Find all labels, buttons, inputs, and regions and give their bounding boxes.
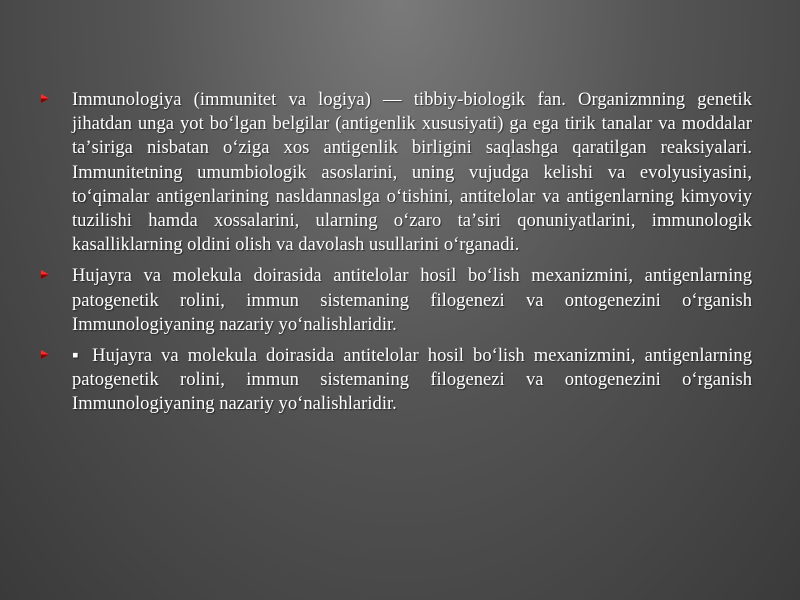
- bullet-item: [38, 344, 752, 417]
- bullet-text: Hujayra va molekula doirasida antitelolar hosil boʻlish mexanizmini, antigenlarning patogenetik rolini, immun sistemaning filogenezi va ontogenezini oʻrganish Immunologiyaning nazariy yoʻnalishlaridir.: [72, 265, 752, 335]
- red-triangle-bullet-icon: [40, 350, 49, 359]
- bullet-item: [38, 88, 752, 257]
- red-triangle-bullet-icon: [40, 270, 49, 279]
- bullet-text: Immunologiya (immunitet va logiya) — tibbiy-biologik fan. Organizmning genetik jihatdan unga yot boʻlgan belgilar (antigenlik xususiyati) ga ega tirik tanalar va moddalar taʼsiriga nisbatan oʻziga xos antigenlik birligini saqlashga qaratilgan reaksiyalari. Immunitetning umumbiologik asoslarini, uning vujudga kelishi va evolyusiyasini, toʻqimalar antigenlarining nasldannaslga oʻtishini, antitelolar va antigenlarning kimyoviy tuzilishi hamda xossalarini, ularning oʻzaro taʼsiri qonuniyatlarini, immunologik kasalliklarning oldini olish va davolash usullarini oʻrganadi.: [72, 89, 752, 256]
- red-triangle-bullet-icon: [40, 94, 49, 103]
- bullet-text: ▪ Hujayra va molekula doirasida antitelolar hosil boʻlish mexanizmini, antigenlarning patogenetik rolini, immun sistemaning filogenezi va ontogenezini oʻrganish Immunologiyaning nazariy yoʻnalishlaridir.: [72, 345, 752, 415]
- bullet-item: [38, 264, 752, 337]
- bullet-list: [38, 88, 752, 424]
